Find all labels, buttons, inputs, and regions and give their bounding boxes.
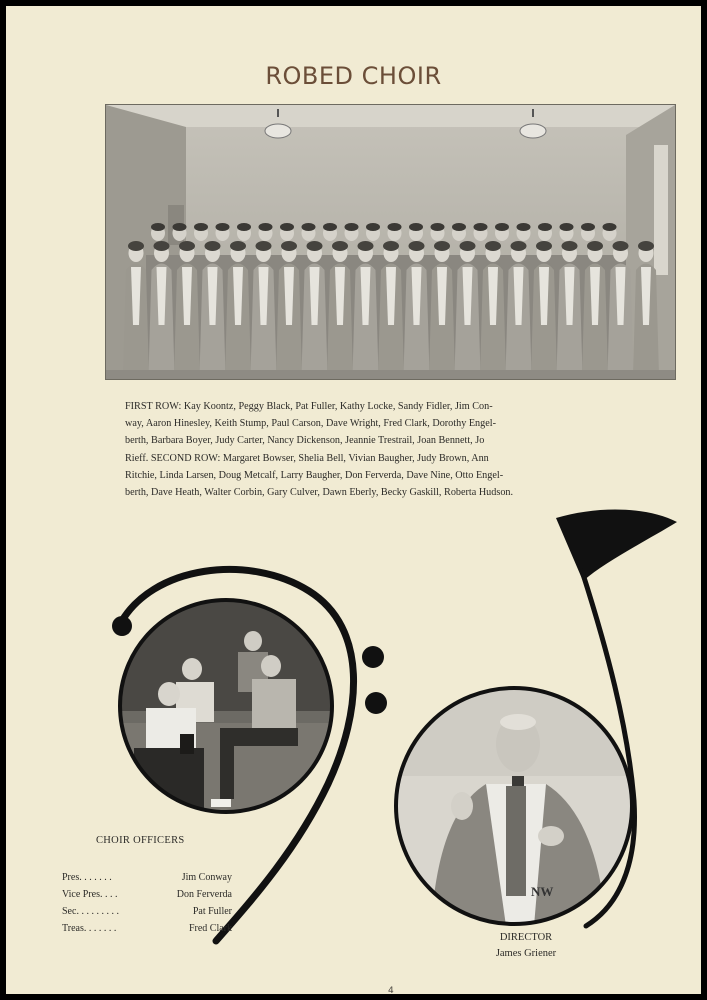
officer-role: Pres. . . . . . . xyxy=(62,872,112,883)
officer-name: Jim Conway xyxy=(181,872,232,883)
director-heading: DIRECTOR xyxy=(499,932,553,943)
officer-row xyxy=(62,920,232,937)
officer-name: Fred Clark xyxy=(188,923,232,934)
page-number: 4 xyxy=(388,986,394,994)
officer-row xyxy=(62,903,232,920)
page-title: ROBED CHOIR xyxy=(265,62,442,90)
caption-line: FIRST ROW: Kay Koontz, Peggy Black, Pat Fuller, Kathy Locke, Sandy Fidler, Jim Con- xyxy=(125,401,493,412)
officer-row xyxy=(62,886,232,903)
caption-line: way, Aaron Hinesley, Keith Stump, Paul Carson, Dave Wright, Fred Clark, Dorothy Engel- xyxy=(125,418,496,430)
officer-name: Don Ferverda xyxy=(176,889,232,900)
director-photo xyxy=(396,686,636,926)
robe-monogram: NW xyxy=(531,884,554,899)
officer-name: Pat Fuller xyxy=(192,906,232,917)
choir-officers-photo xyxy=(116,596,336,818)
officer-row xyxy=(62,869,232,886)
caption-line: Ritchie, Linda Larsen, Doug Metcalf, Larry Baugher, Don Ferverda, Dave Nine, Otto Engel- xyxy=(125,469,504,481)
caption-line: berth, Barbara Boyer, Judy Carter, Nancy Dickenson, Jeannie Trestrail, Joan Bennett, Jo xyxy=(125,435,485,447)
officers-list xyxy=(62,869,232,937)
yearbook-page xyxy=(6,6,701,994)
officer-role: Treas. . . . . . . xyxy=(62,923,117,934)
caption-line: berth, Dave Heath, Walter Corbin, Gary Culver, Dawn Eberly, Becky Gaskill, Roberta Hudson. xyxy=(125,487,514,499)
officer-role: Vice Pres. . . . xyxy=(62,889,118,900)
officer-role: Sec. . . . . . . . . xyxy=(62,906,119,917)
director-name: James Griener xyxy=(495,948,557,959)
caption-line: Rieff. SECOND ROW: Margaret Bowser, Shelia Bell, Vivian Baugher, Judy Brown, Ann xyxy=(125,452,489,464)
choir-officers-heading: CHOIR OFFICERS xyxy=(96,835,185,846)
